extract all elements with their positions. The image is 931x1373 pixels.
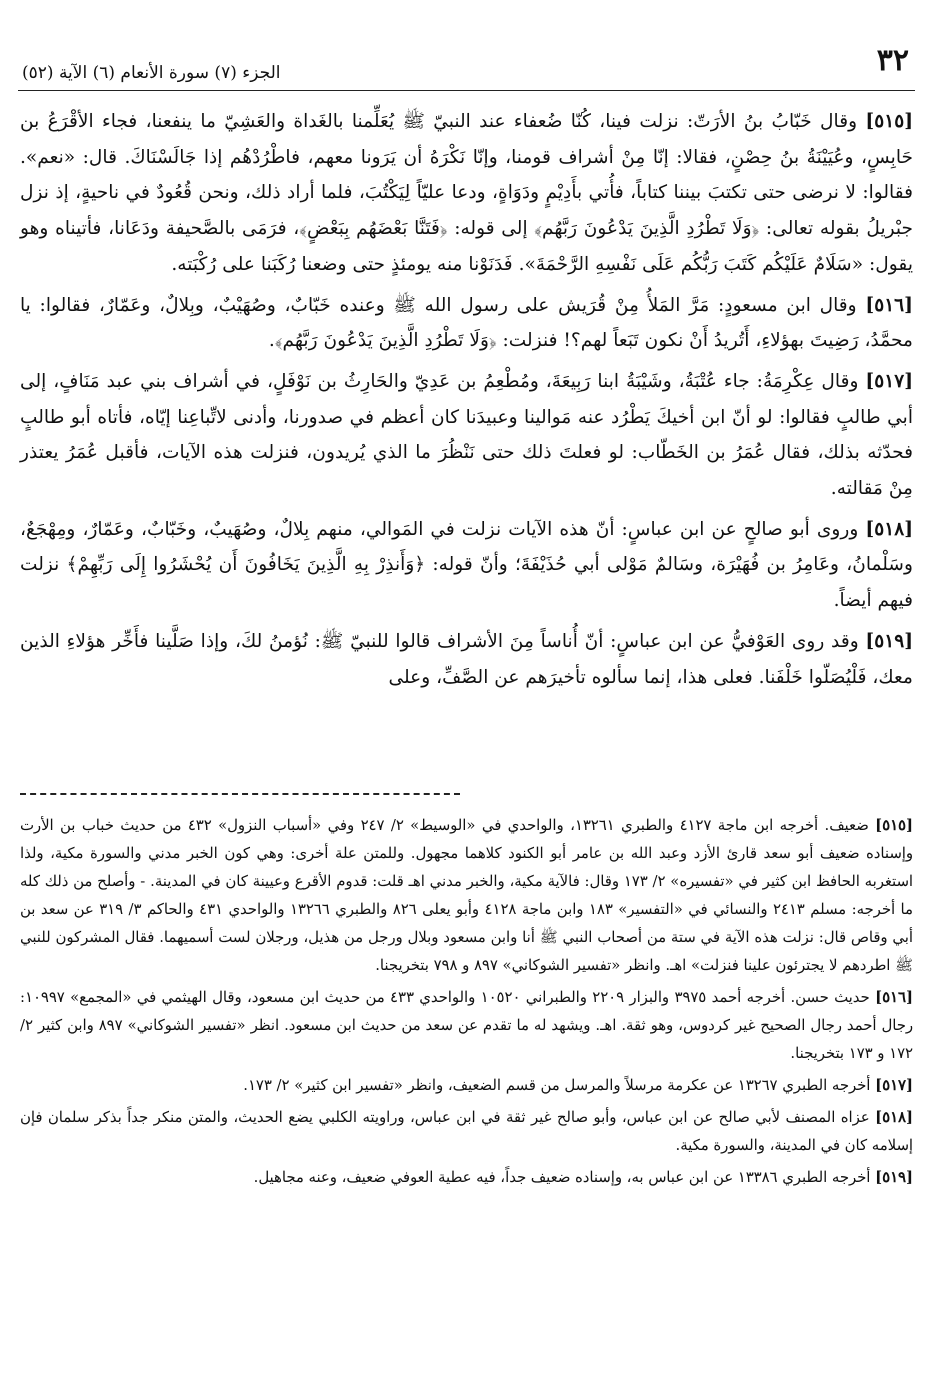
paragraph [20,364,913,507]
paragraph [20,624,913,695]
running-title: الجزء (٧) سورة الأنعام (٦) الآية (٥٢) [22,63,281,83]
footnote-number: [٥١٨] [875,1109,913,1126]
footnote [20,812,913,980]
footnote [20,1104,913,1160]
footnote-text: ضعيف. أخرجه ابن ماجة ٤١٢٧ والطبري ١٣٢٦١، والواحدي في «الوسيط» ٢/ ٢٤٧ وفي «أسباب النزول» ٤٣٢ من حديث خباب بن الأرت وإسناده ضعيف أبو سعد قارئ الأزد وعبد الله بن عامر أبو الكنود كلاهما مجهول. وللمتن علة أخرى: وهي كون الخبر مدني والسورة مكية، ولذا استغربه الحافظ ابن كثير في «تفسيره» ٢/ ١٧٣ وقال: فالآية مكية، والخبر مدني اهـ قلت: قدوم الأقرع وعيينة كان في المدينة. - وأصلح من ذلك كله ما أخرجه: مسلم ٢٤١٣ والنسائي في «التفسير» ١٨٣ وابن ماجة ٤١٢٨ وأبو يعلى ٨٢٦ والطبري ١٣٢٦٦ والواحدي ٤٣١ والحاكم ٣/ ٣١٩ عن سعد بن أبي وقاص قال: نزلت هذه الآية في ستة من أصحاب النبي ﷺ أنا وابن مسعود وبلال ورجل من هذيل، ورجلان لست أسميهما. فقال المشركون للنبي ﷺ اطردهم لا يجترئون علينا فنزلت» اهـ. وانظر «تفسير الشوكاني» ٨٩٧ و ٧٩٨ بتخريجنا. [20,817,913,974]
footnote-text: عزاه المصنف لأبي صالح عن ابن عباس، وأبو صالح غير ثقة في ابن عباس، وراويته الكلبي يضع الحديث، والمتن منكر جداً بذكر سلمان فإن إسلامه كان في المدينة، والسورة مكية. [20,1109,913,1154]
narration-number: [٥١٨] [865,518,913,540]
page-number: ٣٢ [876,43,909,78]
footnote-text: حديث حسن. أخرجه أحمد ٣٩٧٥ والبزار ٢٢٠٩ والطبراني ١٠٥٢٠ والواحدي ٤٣٣ من حديث ابن مسعود، وقال الهيثمي في «المجمع» ١٠٩٩٧: رجال أحمد رجال الصحيح غير كردوس، وهو ثقة. اهـ. ويشهد له ما تقدم عن سعد من حديث ابن مسعود. انظر «تفسير الشوكاني» ٨٩٧ وابن كثير ٢/ ١٧٢ و ١٧٣ بتخريجنا. [20,989,914,1062]
paragraph-text: وروى أبو صالحٍ عن ابن عباسٍ: أنّ هذه الآيات نزلت في المَوالي، منهم بِلالٌ، وصُهَيبٌ، وخَبّابٌ، وعَمّارٌ، ومِهْجَعٌ، وسَلْمانُ، وعَامِرُ بن فُهَيْرَة، وسَالمٌ مَوْلى أبي حُذَيْفَةَ؛ وأنّ قوله: ﴿وَأَنذِرْ بِهِ الَّذِينَ يَخَافُونَ أَن يُحْشَرُوا إِلَى رَبِّهِمْ﴾ نزلت فيهم أيضاً. [20,518,913,612]
footnote-text: أخرجه الطبري ١٣٢٦٧ عن عكرمة مرسلاً والمرسل من قسم الضعيف، وانظر «تفسير ابن كثير» ٢/ ١٧٣. [243,1077,871,1094]
footnote-text: أخرجه الطبري ١٣٣٨٦ عن ابن عباس به، وإسناده ضعيف جداً، فيه عطية العوفي ضعيف، وعنه مجاهيل. [253,1169,871,1186]
footnote [20,1164,913,1192]
paragraph-text: وقال ابن مسعودٍ: مَرَّ المَلأُ مِنْ قُرَيش على رسول الله ﷺ وعنده خَبّابٌ، وصُهَيْبٌ، وبِلالٌ، وعَمّارٌ، فقالوا: يا محمَّدُ، رَضِيتَ بهؤلاءِ، أَتُريدُ أَنْ نكون تَبَعاً لهم؟! فنزلت: ﴿وَلَا تَطْرُدِ الَّذِينَ يَدْعُونَ رَبَّهُم﴾. [20,294,913,352]
footnote-number: [٥١٧] [875,1077,913,1094]
paragraph-text: وقال خَبّابُ بنُ الأرَتّ: نزلت فينا، كُنّا ضُعفاء عند النبيّ ﷺ يُعَلِّمنا بالغَداة والعَشِيّ ما ينفعنا، فجاء الأقْرَعُ بن حَابِسٍ، وعُيَيْنَةُ بنُ حِصْنٍ، فقالا: إنّا مِنْ أشراف قومنا، وإنّا نَكْرَهُ أن يَرَونا معهم، فاطْرُدْهُم إذا جَالَسْنَاكَ. قال: «نعم». فقالوا: لا نرضى حتى تكتبَ بيننا كتاباً، فأُتي بأَدِيْمٍ ودَوَاةٍ، ودعا عليّاً لِيَكْتُبَ، فلما أراد ذلك، ونحن قُعُودٌ في ناحيةٍ، إذ نزل جبْريلُ بقوله تعالى: ﴿وَلَا تَطْرُدِ الَّذِينَ يَدْعُونَ رَبَّهُم﴾ إلى قوله: ﴿فَتَنَّا بَعْضَهُم بِبَعْضٍ﴾، فرَمَى بالصَّحيفة ودَعَانا، فأتيناه وهو يقول: «سَلَامٌ عَلَيْكُم كَتَبَ رَبُّكُم عَلَى نَفْسِهِ الرَّحْمَةَ». فَدَنَوْنا منه يومئذٍ حتى وضعنا رُكَبَنا على رُكْبَته. [20,111,913,275]
footnote-separator [20,793,460,795]
main-text [20,104,913,700]
narration-number: [٥١٩] [865,630,913,652]
footnote [20,984,913,1068]
narration-number: [٥١٥] [865,111,913,132]
paragraph [20,512,913,619]
paragraph-text: وقال عِكْرِمَةُ: جاء عُتْبَةُ، وشَيْبَةُ ابنا رَبِيعَةَ، ومُطْعِمُ بن عَدِيّ والحَارِثُ بن نَوْفَلٍ، في أشراف بني عبد مَنَافٍ، إلى أبي طالبٍ فقالوا: لو أنّ ابن أخيكَ يَطْرُد عنه مَوالينا وعبيدَنا كان أعظم في صدورنا، وأدنى لاتِّباعِنا إيّاه، فأتاه أبو طالبٍ فحدّثه بذلك، فقال عُمَرُ بن الخَطّاب: لو فعلتَ ذلك حتى نَنْظُرَ ما الذي يُريدون، فنزلت هذه الآيات، فأقبل عُمَرُ يعتذر مِنْ مَقالته. [20,370,913,500]
footnotes [20,812,913,1196]
footnote-number: [٥١٩] [875,1169,913,1186]
paragraph [20,288,913,359]
footnote-number: [٥١٥] [875,817,914,834]
narration-number: [٥١٧] [865,370,913,392]
narration-number: [٥١٦] [865,294,913,316]
page-header [18,44,915,91]
paragraph [20,104,913,283]
footnote [20,1072,913,1100]
footnote-number: [٥١٦] [875,989,913,1006]
paragraph-text: وقد روى العَوْفيُّ عن ابن عباسٍ: أنّ أُناساً مِنَ الأشراف قالوا للنبيّ ﷺ: نُؤمنُ لكَ، وإذا صَلَّينا فأَخِّر هؤلاءِ الذين معك، فَلْيُصَلّوا خَلْفَنا. فعلى هذا، إنما سألوه تأخيرَهم عن الصَّفِّ، وعلى [20,630,913,688]
